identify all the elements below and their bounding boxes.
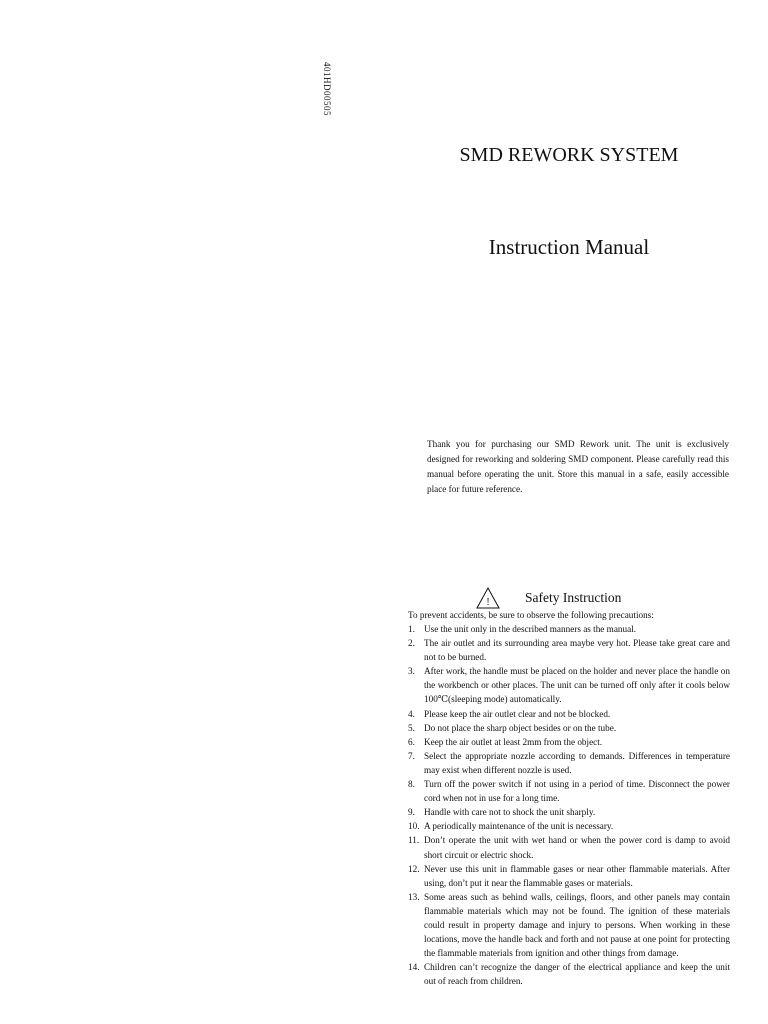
precaution-text: Some areas such as behind walls, ceilings, floors, and other panels may contain flammable materials which may not be found. The ignition of these materials could result in property damage and injury to persons. When working in these locations, move the handle back and forth and not pause at one point for protecting the flammable materials from ignition and other things from damage.: [424, 891, 730, 959]
warning-icon: [476, 587, 500, 609]
precaution-number: 7.: [408, 750, 415, 761]
precaution-text: Please keep the air outlet clear and not be blocked.: [424, 708, 611, 719]
safety-heading: [476, 586, 500, 610]
precaution-number: 2.: [408, 638, 415, 649]
document-title: SMD REWORK SYSTEM: [459, 144, 679, 166]
precaution-item: [408, 664, 730, 706]
precaution-text: Do not place the sharp object besides or on the tube.: [424, 722, 617, 733]
precaution-item: [408, 805, 730, 819]
precaution-number: 11.: [408, 835, 420, 846]
precaution-item: [408, 721, 730, 735]
precaution-item: [408, 636, 730, 664]
precaution-text: Never use this unit in flammable gases or near other flammable materials. After using, don’t put it near the flammable gases or materials.: [424, 863, 730, 888]
precaution-text: Handle with care not to shock the unit sharply.: [424, 807, 596, 818]
precaution-number: 3.: [408, 666, 415, 677]
precaution-number: 10.: [408, 821, 420, 832]
precaution-item: [408, 862, 730, 890]
precaution-item: [408, 707, 730, 721]
precaution-text: Turn off the power switch if not using in a period of time. Disconnect the power cord when not in use for a long time.: [424, 779, 730, 804]
precaution-text: Don’t operate the unit with wet hand or when the power cord is damp to avoid short circuit or electric shock.: [424, 835, 730, 860]
precaution-number: 4.: [408, 708, 415, 719]
precaution-item: [408, 735, 730, 749]
precaution-item: [408, 819, 730, 833]
precaution-text: The air outlet and its surrounding area maybe very hot. Please take great care and not to be burned.: [424, 638, 730, 663]
precaution-text: Children can’t recognize the danger of the electrical appliance and keep the unit out of reach from children.: [424, 962, 730, 987]
intro-paragraph: Thank you for purchasing our SMD Rework unit. The unit is exclusively designed for reworking and soldering SMD component. Please carefully read this manual before operating the unit. Store this manual in a safe, easily accessible place for future reference.: [427, 439, 729, 494]
precaution-number: 9.: [408, 807, 415, 818]
warning-icon-glyph: !: [486, 597, 490, 608]
precaution-item: [408, 890, 730, 960]
precaution-item: [408, 960, 730, 988]
precaution-text: A periodically maintenance of the unit is necessary.: [424, 821, 614, 832]
precaution-text: Select the appropriate nozzle according to demands. Differences in temperature may exist when different nozzle is used.: [424, 750, 730, 775]
precaution-number: 14.: [408, 962, 420, 973]
precaution-number: 6.: [408, 736, 415, 747]
precaution-number: 13.: [408, 891, 420, 902]
precaution-text: After work, the handle must be placed on the holder and never place the handle on the workbench or other places. The unit can be turned off only after it cools below 100℃(sleeping mode) automatically.: [424, 666, 730, 705]
precaution-number: 8.: [408, 779, 415, 790]
safety-title: Safety Instruction: [525, 590, 622, 605]
precaution-item: [408, 622, 730, 636]
precaution-number: 12.: [408, 863, 420, 874]
precaution-text: Keep the air outlet at least 2mm from the object.: [424, 736, 603, 747]
precaution-item: [408, 777, 730, 805]
document-subtitle: Instruction Manual: [488, 235, 650, 259]
precaution-number: 5.: [408, 722, 415, 733]
document-code: 401HD00505: [322, 62, 332, 116]
precaution-text: Use the unit only in the described manners as the manual.: [424, 624, 637, 634]
precautions-intro: To prevent accidents, be sure to observe the following precautions:: [408, 610, 654, 620]
precaution-number: 1.: [408, 624, 415, 634]
precaution-item: [408, 833, 730, 861]
precaution-item: [408, 749, 730, 777]
precautions-list: [408, 622, 730, 988]
